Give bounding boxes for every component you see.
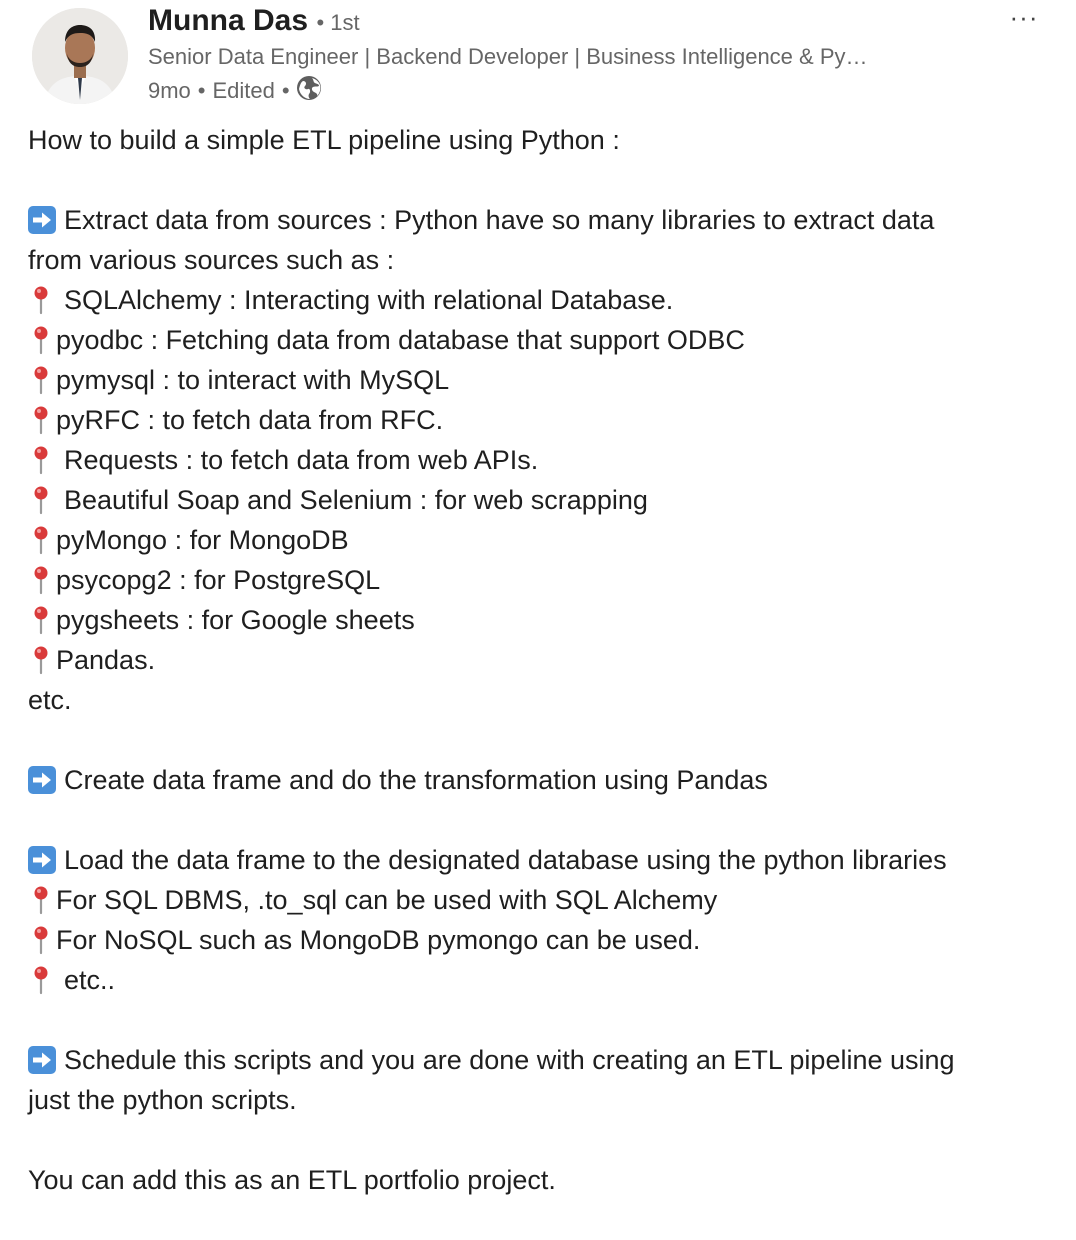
connection-degree: • 1st (316, 10, 360, 35)
pushpin-icon (28, 925, 54, 955)
blank-line (28, 1000, 1058, 1040)
post-body (28, 120, 1058, 1200)
list-item-text: Beautiful Soap and Selenium : for web scrapping (64, 485, 648, 515)
extract-text: Extract data from sources : Python have so many libraries to extract data (64, 205, 935, 235)
blank-line (28, 1120, 1058, 1160)
list-item-text: SQLAlchemy : Interacting with relational Database. (64, 285, 674, 315)
pushpin-icon (28, 485, 54, 515)
closing-line: You can add this as an ETL portfolio project. (28, 1165, 556, 1195)
list-item-text: For NoSQL such as MongoDB pymongo can be used. (56, 925, 701, 955)
list-item (28, 520, 1058, 560)
list-item-text: pymysql : to interact with MySQL (56, 365, 450, 395)
edited-label: Edited (212, 78, 275, 103)
pushpin-icon (28, 565, 54, 595)
list-item-text: psycopg2 : for PostgreSQL (56, 565, 381, 595)
list-item (28, 360, 1058, 400)
list-item-text: pyRFC : to fetch data from RFC. (56, 405, 444, 435)
transform-line (28, 760, 1058, 800)
blank-line (28, 160, 1058, 200)
list-item-text: Pandas. (56, 645, 156, 675)
list-item (28, 880, 1058, 920)
list-item (28, 960, 1058, 1000)
list-item (28, 480, 1058, 520)
list-item (28, 640, 1058, 680)
pushpin-icon (28, 365, 54, 395)
pushpin-icon (28, 405, 54, 435)
pushpin-icon (28, 525, 54, 555)
meta-separator: • (197, 78, 206, 103)
list-item (28, 920, 1058, 960)
right-arrow-emoji-icon (28, 206, 56, 234)
post-time[interactable]: 9mo (148, 78, 191, 103)
list-item-text: pyodbc : Fetching data from database that support ODBC (56, 325, 745, 355)
load-line (28, 840, 1058, 880)
pushpin-icon (28, 285, 54, 315)
name-line (148, 4, 360, 38)
meta-separator: • (281, 78, 290, 103)
list-item (28, 600, 1058, 640)
list-item-text: For SQL DBMS, .to_sql can be used with SQL Alchemy (56, 885, 718, 915)
list-item-text: etc.. (64, 965, 116, 995)
extract-line (28, 200, 1058, 240)
avatar[interactable] (32, 8, 128, 104)
etc-line: etc. (28, 685, 72, 715)
load-text: Load the data frame to the designated database using the python libraries (64, 845, 947, 875)
list-item (28, 320, 1058, 360)
list-item-text: Requests : to fetch data from web APIs. (64, 445, 539, 475)
right-arrow-emoji-icon (28, 846, 56, 874)
transform-text: Create data frame and do the transformation using Pandas (64, 765, 768, 795)
post-header (0, 0, 1076, 110)
globe-icon (296, 75, 322, 107)
author-name[interactable]: Munna Das (148, 4, 309, 37)
list-item (28, 280, 1058, 320)
pushpin-icon (28, 645, 54, 675)
post-meta (148, 75, 322, 107)
pushpin-icon (28, 325, 54, 355)
pushpin-icon (28, 965, 54, 995)
list-item (28, 560, 1058, 600)
list-item (28, 440, 1058, 480)
right-arrow-emoji-icon (28, 1046, 56, 1074)
schedule-line-continued: just the python scripts. (28, 1085, 297, 1115)
schedule-line (28, 1040, 1058, 1080)
post-title: How to build a simple ETL pipeline using Python : (28, 125, 620, 155)
more-options-button[interactable]: ··· (1009, 2, 1039, 32)
blank-line (28, 800, 1058, 840)
schedule-text: Schedule this scripts and you are done with creating an ETL pipeline using (64, 1045, 955, 1075)
list-item (28, 400, 1058, 440)
pushpin-icon (28, 445, 54, 475)
blank-line (28, 720, 1058, 760)
list-item-text: pyMongo : for MongoDB (56, 525, 349, 555)
extract-line-continued: from various sources such as : (28, 245, 395, 275)
right-arrow-emoji-icon (28, 766, 56, 794)
list-item-text: pygsheets : for Google sheets (56, 605, 415, 635)
pushpin-icon (28, 885, 54, 915)
author-headline: Senior Data Engineer | Backend Developer | Business Intelligence & Py… (148, 44, 868, 69)
pushpin-icon (28, 605, 54, 635)
